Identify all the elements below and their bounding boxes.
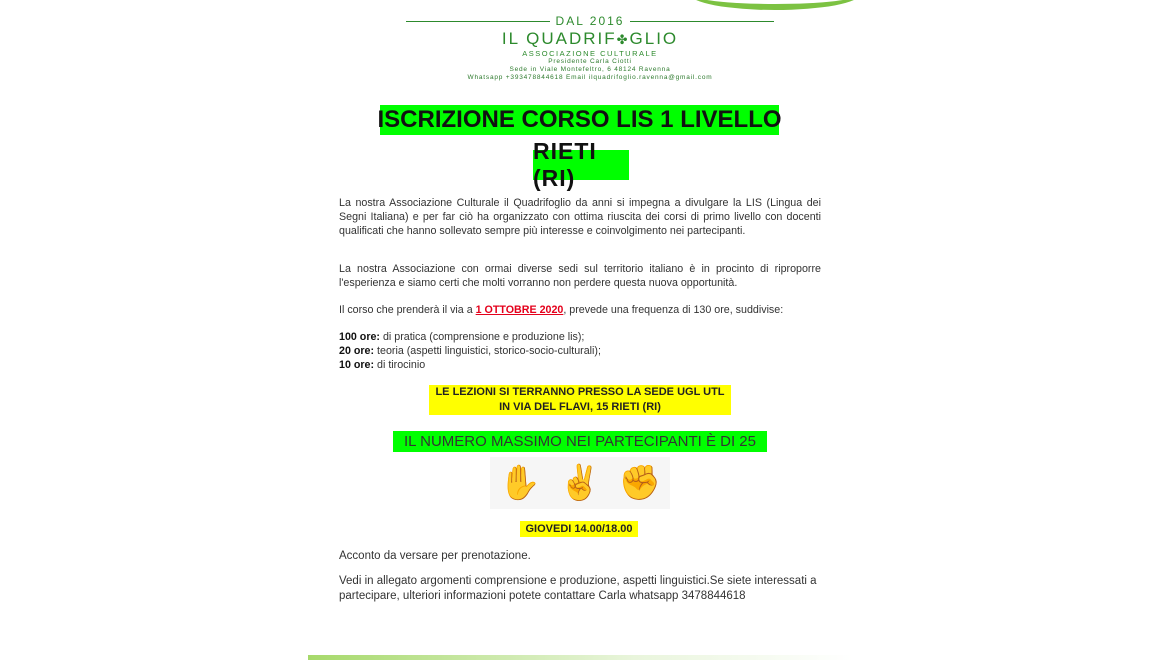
sign-language-image — [490, 457, 670, 509]
course-text-after: , prevede una frequenza di 130 ore, suddivise: — [563, 304, 784, 316]
venue-line2: IN VIA DEL FLAVI, 15 RIETI (RI) — [499, 401, 661, 413]
closing-text: Vedi in allegato argomenti comprensione e produzione, aspetti linguistici.Se siete interessati a partecipare, ulteriori informazioni potete contattare Carla whatsapp 3478844618 — [339, 575, 817, 602]
sign-hand-icon: ✌ — [558, 464, 602, 502]
hours-label: 100 ore: — [339, 331, 380, 343]
since-line — [400, 14, 780, 28]
hours-label: 20 ore: — [339, 345, 375, 357]
sign-hand-icon: ✊ — [618, 464, 662, 502]
course-paragraph — [339, 303, 821, 317]
president-line: Presidente Carla Ciotti — [548, 58, 632, 65]
list-item — [339, 344, 821, 358]
hours-text: di tirocinio — [374, 359, 426, 371]
association-label: ASSOCIAZIONE CULTURALE — [522, 49, 658, 58]
hours-text: teoria (aspetti linguistici, storico-socio-culturali); — [374, 345, 601, 357]
association-paragraph: La nostra Associazione con ormai diverse sedi sul territorio italiano è in procinto di riproporre l'esperienza e siamo certi che molti vorranno non perdere questa nuova opportunità. — [339, 263, 821, 289]
brand-left: IL QUADRIF — [501, 29, 617, 48]
location-title: RIETI (RI) — [533, 150, 629, 180]
address-line: Sede in Viale Montefeltro, 6 48124 Ravenna — [509, 66, 671, 73]
venue-line1: LE LEZIONI SI TERRANNO PRESSO LA SEDE UGL UTL — [435, 386, 725, 398]
hours-label: 10 ore: — [339, 359, 375, 371]
contact-line: Whatsapp +393478844618 Email ilquadrifoglio.ravenna@gmail.com — [467, 74, 713, 81]
divider — [630, 21, 774, 22]
brand-right: GLIO — [629, 29, 679, 48]
max-participants-banner: IL NUMERO MASSIMO NEI PARTECIPANTI È DI 25 — [393, 431, 767, 452]
venue-box — [429, 385, 731, 415]
schedule-badge: GIOVEDI 14.00/18.00 — [520, 521, 638, 537]
hours-text: di pratica (comprensione e produzione lis); — [380, 331, 585, 343]
list-item — [339, 330, 821, 344]
decorative-swoosh-bottom — [308, 655, 853, 660]
start-date: 1 OTTOBRE 2020 — [475, 304, 564, 316]
since-label: DAL 2016 — [555, 14, 625, 28]
sign-hand-icon: ✋ — [498, 464, 542, 502]
hours-list — [339, 330, 821, 372]
divider — [406, 21, 550, 22]
list-item — [339, 358, 821, 372]
deposit-text: Acconto da versare per prenotazione. — [339, 550, 531, 562]
clover-icon: ✤ — [616, 32, 630, 47]
course-text-before: Il corso che prenderà il via a — [339, 304, 476, 316]
document-title: ISCRIZIONE CORSO LIS 1 LIVELLO — [377, 106, 782, 133]
intro-paragraph: La nostra Associazione Culturale il Quadrifoglio da anni si impegna a divulgare la LIS (Lingua dei Segni Italiana) e per far ciò ha organizzato con ottima riuscita dei corsi di primo livello con docenti qualificati che hanno sollevato sempre più interesse e coinvolgimento nei partecipanti. — [339, 197, 821, 237]
letterhead — [400, 14, 780, 82]
brand-name — [400, 29, 780, 49]
